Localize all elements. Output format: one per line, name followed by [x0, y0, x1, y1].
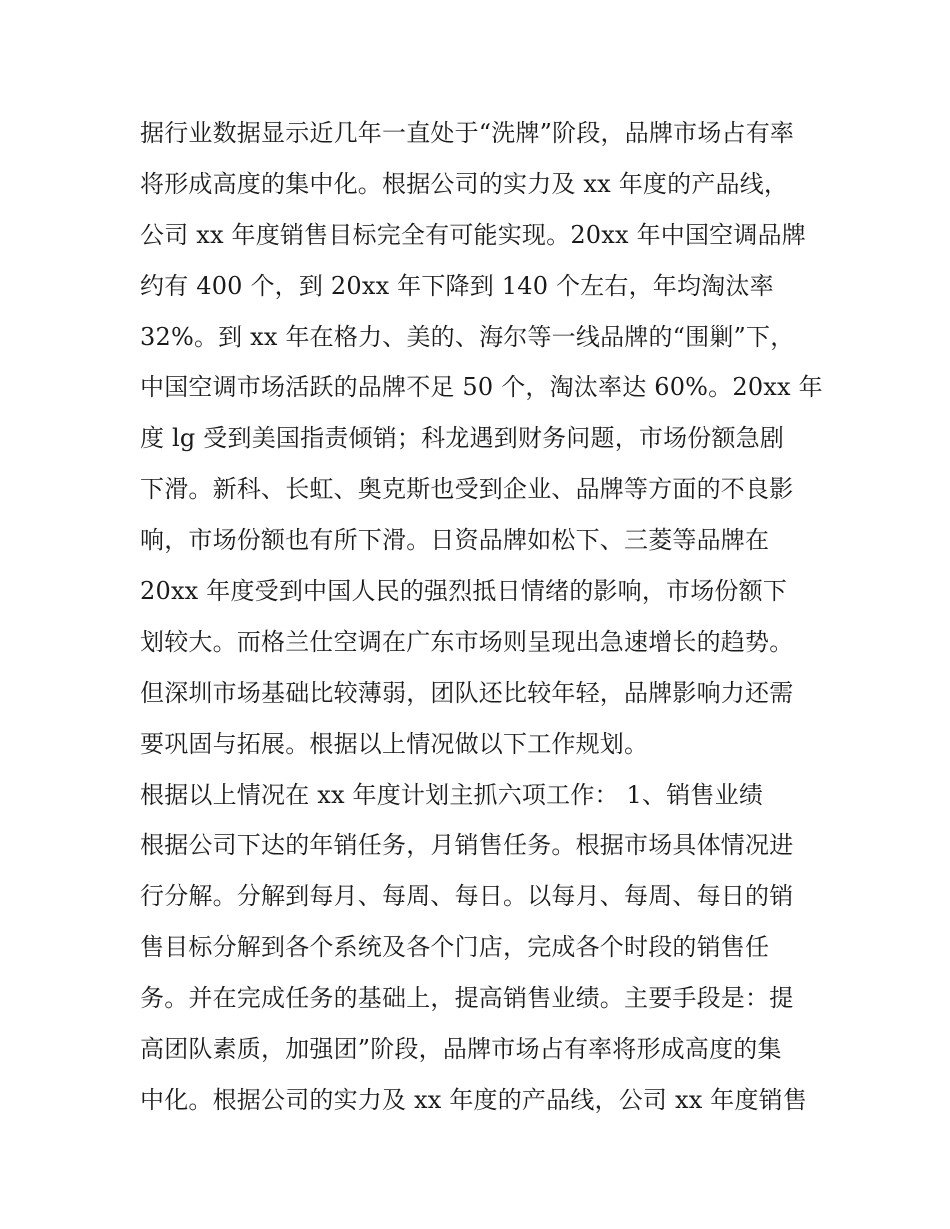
text-line: 下滑。新科、长虹、奥克斯也受到企业、品牌等方面的不良影	[140, 475, 794, 504]
text-line: 根据以上情况在 xx 年度计划主抓六项工作： 1、销售业绩	[140, 780, 764, 809]
text-line: 行分解。分解到每月、每周、每日。以每月、每周、每日的销	[140, 882, 794, 911]
text-line: 将形成高度的集中化。根据公司的实力及 xx 年度的产品线，	[140, 169, 789, 198]
text-line: 据行业数据显示近几年一直处于“洗牌”阶段，品牌市场占有率	[140, 119, 795, 147]
text-line: 但深圳市场基础比较薄弱，团队还比较年轻，品牌影响力还需	[140, 678, 794, 707]
text-line: 务。并在完成任务的基础上，提高销售业绩。主要手段是：提	[140, 984, 794, 1013]
text-line: 根据公司下达的年销任务，月销售任务。根据市场具体情况进	[140, 831, 794, 860]
text-line: 售目标分解到各个系统及各个门店，完成各个时段的销售任	[140, 933, 770, 962]
text-line: 20xx 年度受到中国人民的强烈抵日情绪的影响，市场份额下	[140, 577, 788, 606]
body-text	[140, 108, 830, 1126]
text-line: 高团队素质，加强团”阶段，品牌市场占有率将形成高度的集	[140, 1035, 782, 1064]
text-line: 划较大。而格兰仕空调在广东市场则呈现出急速增长的趋势。	[140, 627, 794, 656]
text-line: 32%。到 xx 年在格力、美的、海尔等一线品牌的“围剿”下，	[140, 322, 795, 351]
text-line: 公司 xx 年度销售目标完全有可能实现。20xx 年中国空调品牌	[140, 220, 806, 249]
text-line: 响，市场份额也有所下滑。日资品牌如松下、三菱等品牌在	[140, 526, 770, 555]
text-line: 约有 400 个，到 20xx 年下降到 140 个左右，年均淘汰率	[140, 271, 774, 300]
text-line: 中国空调市场活跃的品牌不足 50 个，淘汰率达 60%。20xx 年	[140, 373, 823, 402]
text-line: 中化。根据公司的实力及 xx 年度的产品线，公司 xx 年度销售	[140, 1085, 808, 1114]
text-line: 度 lg 受到美国指责倾销；科龙遇到财务问题，市场份额急剧	[140, 424, 785, 453]
text-line: 要巩固与拓展。根据以上情况做以下工作规划。	[140, 729, 649, 758]
